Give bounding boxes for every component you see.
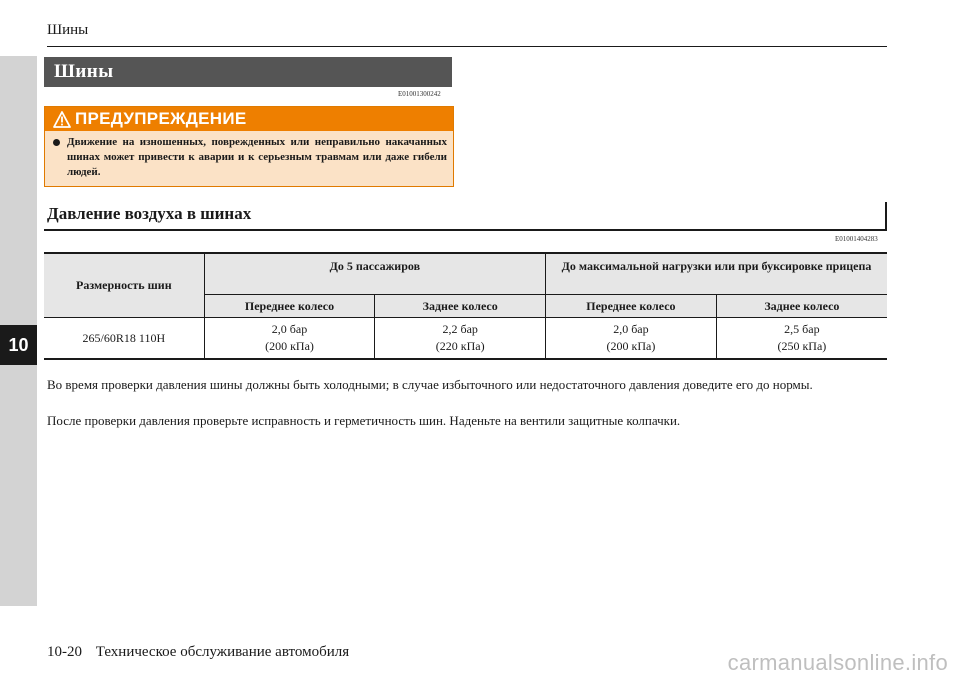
heading-rule (44, 229, 887, 231)
pressure-code: E01001404283 (835, 235, 878, 243)
g2-front-header: Переднее колесо (546, 295, 717, 318)
g2-rear-kpa: (250 кПа) (777, 339, 827, 353)
g1-front-header: Переднее колесо (204, 295, 375, 318)
col-size-header: Размерность шин (44, 253, 204, 318)
section-code: E01001300242 (398, 90, 441, 98)
g1-front-cell (204, 318, 375, 360)
g2-rear-cell (716, 318, 887, 360)
page-number: 10-20 (47, 644, 82, 660)
footer-title: Техническое обслуживание автомобиля (95, 644, 350, 660)
group-passengers-header: До 5 пассажиров (204, 253, 545, 295)
table-header-row (44, 253, 887, 295)
paragraph-after-check: После проверки давления проверьте исправность и герметичность шин. Наденьте на вентили защитные колпачки. (47, 413, 681, 428)
g1-front-bar: 2,0 бар (271, 322, 308, 336)
g2-front-bar: 2,0 бар (613, 322, 649, 336)
heading-rule-end (885, 202, 887, 231)
g1-rear-header: Заднее колесо (375, 295, 546, 318)
g1-rear-kpa: (220 кПа) (435, 339, 485, 353)
pressure-heading: Давление воздуха в шинах (47, 204, 252, 223)
footer (47, 644, 349, 661)
warning-text: Движение на изношенных, поврежденных или неправильно накачанных шинах может привести к аварии и к серьезным травмам или даже гибели людей. (67, 136, 447, 178)
warning-triangle-icon (53, 111, 71, 128)
g1-rear-bar: 2,2 бар (442, 322, 478, 336)
warning-label: ПРЕДУПРЕЖДЕНИЕ (75, 109, 247, 128)
g2-front-cell (546, 318, 717, 360)
header-rule (47, 46, 887, 47)
g2-front-kpa: (200 кПа) (606, 339, 656, 353)
chapter-tab: 10 (0, 325, 37, 365)
section-title: Шины (44, 57, 452, 87)
warning-item (53, 135, 447, 180)
paragraph-cold-check: Во время проверки давления шины должны быть холодными; в случае избыточного или недостаточного давления доведите его до нормы. (47, 377, 813, 392)
header-title: Шины (47, 22, 89, 38)
tire-size-cell: 265/60R18 110H (44, 318, 204, 360)
warning-header (45, 107, 453, 131)
g2-rear-header: Заднее колесо (716, 295, 887, 318)
bullet-icon (53, 139, 60, 146)
g1-rear-cell (375, 318, 546, 360)
group-max-load-header: До максимальной нагрузки или при буксировке прицепа (546, 253, 887, 295)
table-row (44, 318, 887, 360)
watermark: carmanualsonline.info (727, 650, 948, 675)
g1-front-kpa: (200 кПа) (265, 339, 314, 353)
warning-box (44, 106, 454, 187)
pressure-table (44, 252, 887, 360)
warning-body (45, 131, 453, 186)
g2-rear-bar: 2,5 бар (784, 322, 820, 336)
